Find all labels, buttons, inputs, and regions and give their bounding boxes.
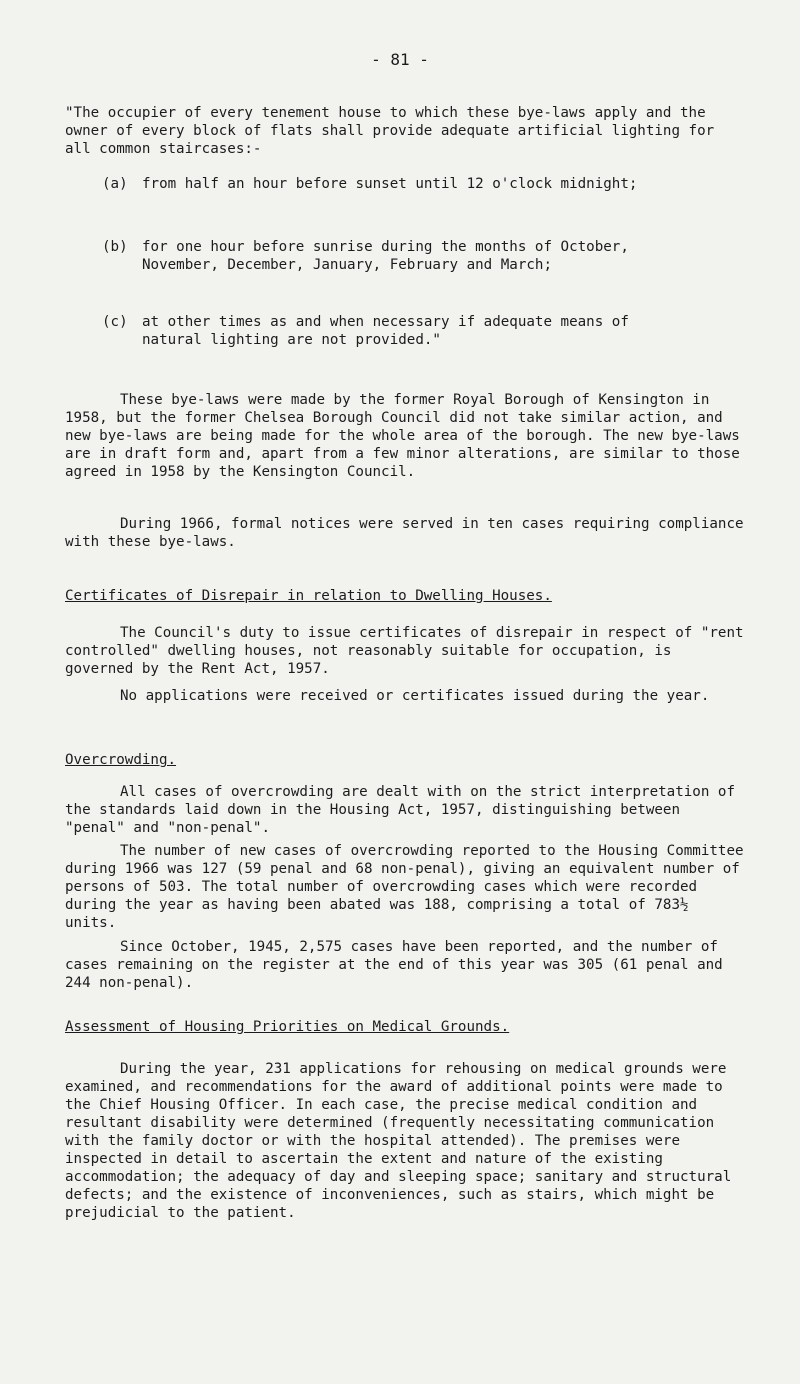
paragraph-byelaws: These bye-laws were made by the former Royal Borough of Kensington in 1958, but the former Chelsea Borough Council did not take similar action, and new bye-laws are being made for the whole area of the borough. The new bye-laws are in draft form and, apart from a few minor alterations, are similar to those agreed in 1958 by the Kensington Council. [65,392,740,480]
quote-item-a [102,175,662,193]
paragraph-assessment: During the year, 231 applications for rehousing on medical grounds were examined, and recommendations for the award of additional points were made to the Chief Housing Officer. In each case, the precise medical condition and resultant disability were determined (frequently necessitating communication with the family doctor or with the hospital attended). The premises were inspected in detail to ascertain the extent and nature of the existing accommodation; the adequacy of day and sleeping space; sanitary and structural defects; and the existence of inconveniences, such as stairs, which might be prejudicial to the patient. [65,1061,732,1221]
quote-item-c [102,313,662,349]
quote-item-label: (a) [102,176,128,192]
quote-intro: "The occupier of every tenement house to which these bye-laws apply and the owner of every block of flats shall provide adequate artificial lighting for all common staircases:- [65,105,715,157]
paragraph-certificates-2: No applications were received or certificates issued during the year. [120,688,710,704]
page-number: - 81 - [371,50,429,69]
heading-overcrowding: Overcrowding. [65,752,177,768]
paragraph-overcrowding-3: Since October, 1945, 2,575 cases have been reported, and the number of cases remaining on the register at the end of this year was 305 (61 penal and 244 non-penal). [65,939,723,991]
quote-item-label: (b) [102,239,128,255]
quote-item-text: from half an hour before sunset until 12 o'clock midnight; [142,176,638,192]
heading-assessment: Assessment of Housing Priorities on Medical Grounds. [65,1019,510,1035]
quote-item-text: at other times as and when necessary if adequate means of natural lighting are not provided." [142,314,629,348]
heading-certificates: Certificates of Disrepair in relation to Dwelling Houses. [65,588,552,604]
paragraph-certificates-1: The Council's duty to issue certificates of disrepair in respect of "rent controlled" dwelling houses, not reasonably suitable for occupation, is governed by the Rent Act, 1957. [65,625,744,677]
paragraph-notices: During 1966, formal notices were served in ten cases requiring compliance with these bye-laws. [65,516,744,550]
quote-item-b [102,238,662,274]
quote-item-text: for one hour before sunrise during the months of October, November, December, January, February and March; [142,239,629,273]
quote-item-label: (c) [102,314,128,330]
paragraph-overcrowding-1: All cases of overcrowding are dealt with on the strict interpretation of the standards laid down in the Housing Act, 1957, distinguishing between "penal" and "non-penal". [65,784,735,836]
paragraph-overcrowding-2: The number of new cases of overcrowding reported to the Housing Committee during 1966 was 127 (59 penal and 68 non-penal), giving an equivalent number of persons of 503. The total number of overcrowding cases which were recorded during the year as having been abated was 188, comprising a total of 783½ units. [65,843,744,931]
